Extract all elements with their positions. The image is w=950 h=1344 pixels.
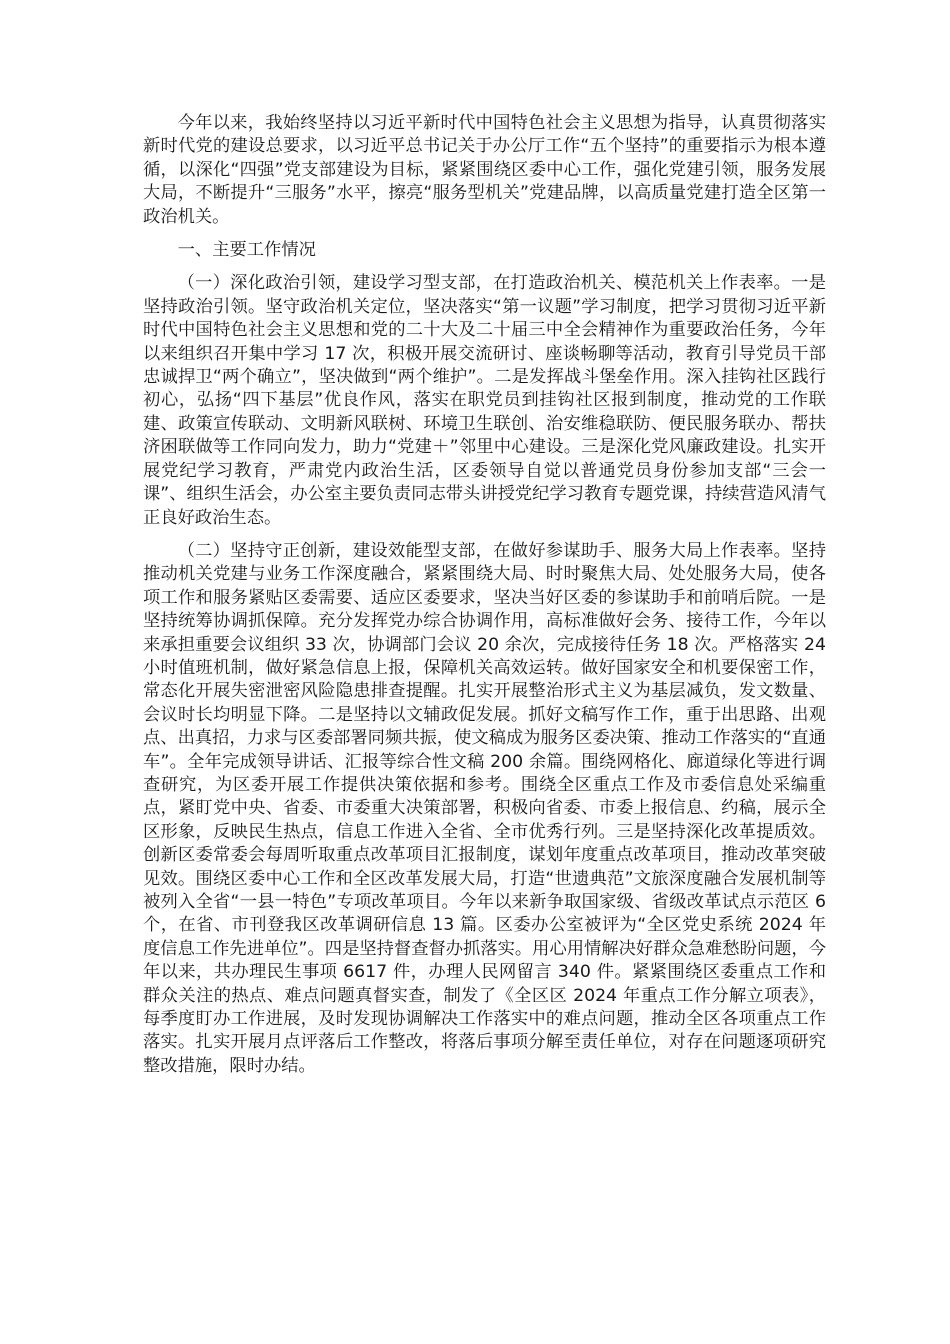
section-heading: 一、主要工作情况: [177, 240, 316, 261]
document-page: [143, 112, 826, 1088]
body-paragraph-2: （二）坚持守正创新，建设效能型支部，在做好参谋助手、服务大局上作表率。坚持推动机关党建与业务工作深度融合，紧紧围绕大局、时时聚焦大局、处处服务大局，使各项工作和服务紧贴区委需要、适应区委要求，坚决当好区委的参谋助手和前哨后院。一是坚持统筹协调抓保障。充分发挥党办综合协调作用，高标准做好会务、接待工作，今年以来承担重要会议组织 33 次，协调部门会议 20 余次，完成接待任务 18 次。严格落实 24 小时值班机制，做好紧急信息上报，保障机关高效运转。做好国家安全和机要保密工作，常态化开展失密泄密风险隐患排查提醒。扎实开展整治形式主义为基层减负，发文数量、会议时长均明显下降。二是坚持以文辅政促发展。抓好文稿写作工作，重于出思路、出观点、出真招，力求与区委部署同频共振，使文稿成为服务区委决策、推动工作落实的“直通车”。全年完成领导讲话、汇报等综合性文稿 200 余篇。围绕网格化、廊道绿化等进行调查研究，为区委开展工作提供决策依据和参考。围绕全区重点工作及市委信息处采编重点，紧盯党中央、省委、市委重大决策部署，积极向省委、市委上报信息、约稿，展示全区形象，反映民生热点，信息工作进入全省、全市优秀行列。三是坚持深化改革提质效。创新区委常委会每周听取重点改革项目汇报制度，谋划年度重点改革项目，推动改革突破见效。围绕区委中心工作和全区改革发展大局，打造“世遗典范”文旅深度融合发展机制等被列入全省“一县一特色”专项改革项目。今年以来新争取国家级、省级改革试点示范区 6 个，在省、市刊登我区改革调研信息 13 篇。区委办公室被评为“全区党史系统 2024 年度信息工作先进单位”。四是坚持督查督办抓落实。用心用情解决好群众急难愁盼问题，今年以来，共办理民生事项 6617 件，办理人民网留言 340 件。紧紧围绕区委重点工作和群众关注的热点、难点问题真督实查，制发了《全区区 2024 年重点工作分解立项表》，每季度盯办工作进展，及时发现协调解决工作落实中的难点问题，推动全区各项重点工作落实。扎实开展月点评落后工作整改，将落后事项分解至责任单位，对存在问题逐项研究整改措施，限时办结。: [143, 540, 826, 1076]
body-paragraph-1: （一）深化政治引领，建设学习型支部，在打造政治机关、模范机关上作表率。一是坚持政治引领。坚守政治机关定位，坚决落实“第一议题”学习制度，把学习贯彻习近平新时代中国特色社会主义思想和党的二十大及二十届三中全会精神作为重要政治任务，今年以来组织召开集中学习 17 次，积极开展交流研讨、座谈畅聊等活动，教育引导党员干部忠诚捍卫“两个确立”，坚决做到“两个维护”。二是发挥战斗堡垒作用。深入挂钩社区践行初心，弘扬“四下基层”优良作风，落实在职党员到挂钩社区报到制度，推动党的工作联建、政策宣传联动、文明新风联树、环境卫生联创、治安维稳联防、便民服务联办、帮扶济困联做等工作同向发力，助力“党建＋”邻里中心建设。三是深化党风廉政建设。扎实开展党纪学习教育，严肃党内政治生活，区委领导自觉以普通党员身份参加支部“三会一课”、组织生活会，办公室主要负责同志带头讲授党纪学习教育专题党课，持续营造风清气正良好政治生态。: [143, 273, 826, 528]
intro-paragraph: 今年以来，我始终坚持以习近平新时代中国特色社会主义思想为指导，认真贯彻落实新时代党的建设总要求，以习近平总书记关于办公厅工作“五个坚持”的重要指示为根本遵循，以深化“四强”党支部建设为目标，紧紧围绕区委中心工作，强化党建引领，服务发展大局，不断提升“三服务”水平，擦亮“服务型机关”党建品牌，以高质量党建打造全区第一政治机关。: [143, 113, 826, 227]
